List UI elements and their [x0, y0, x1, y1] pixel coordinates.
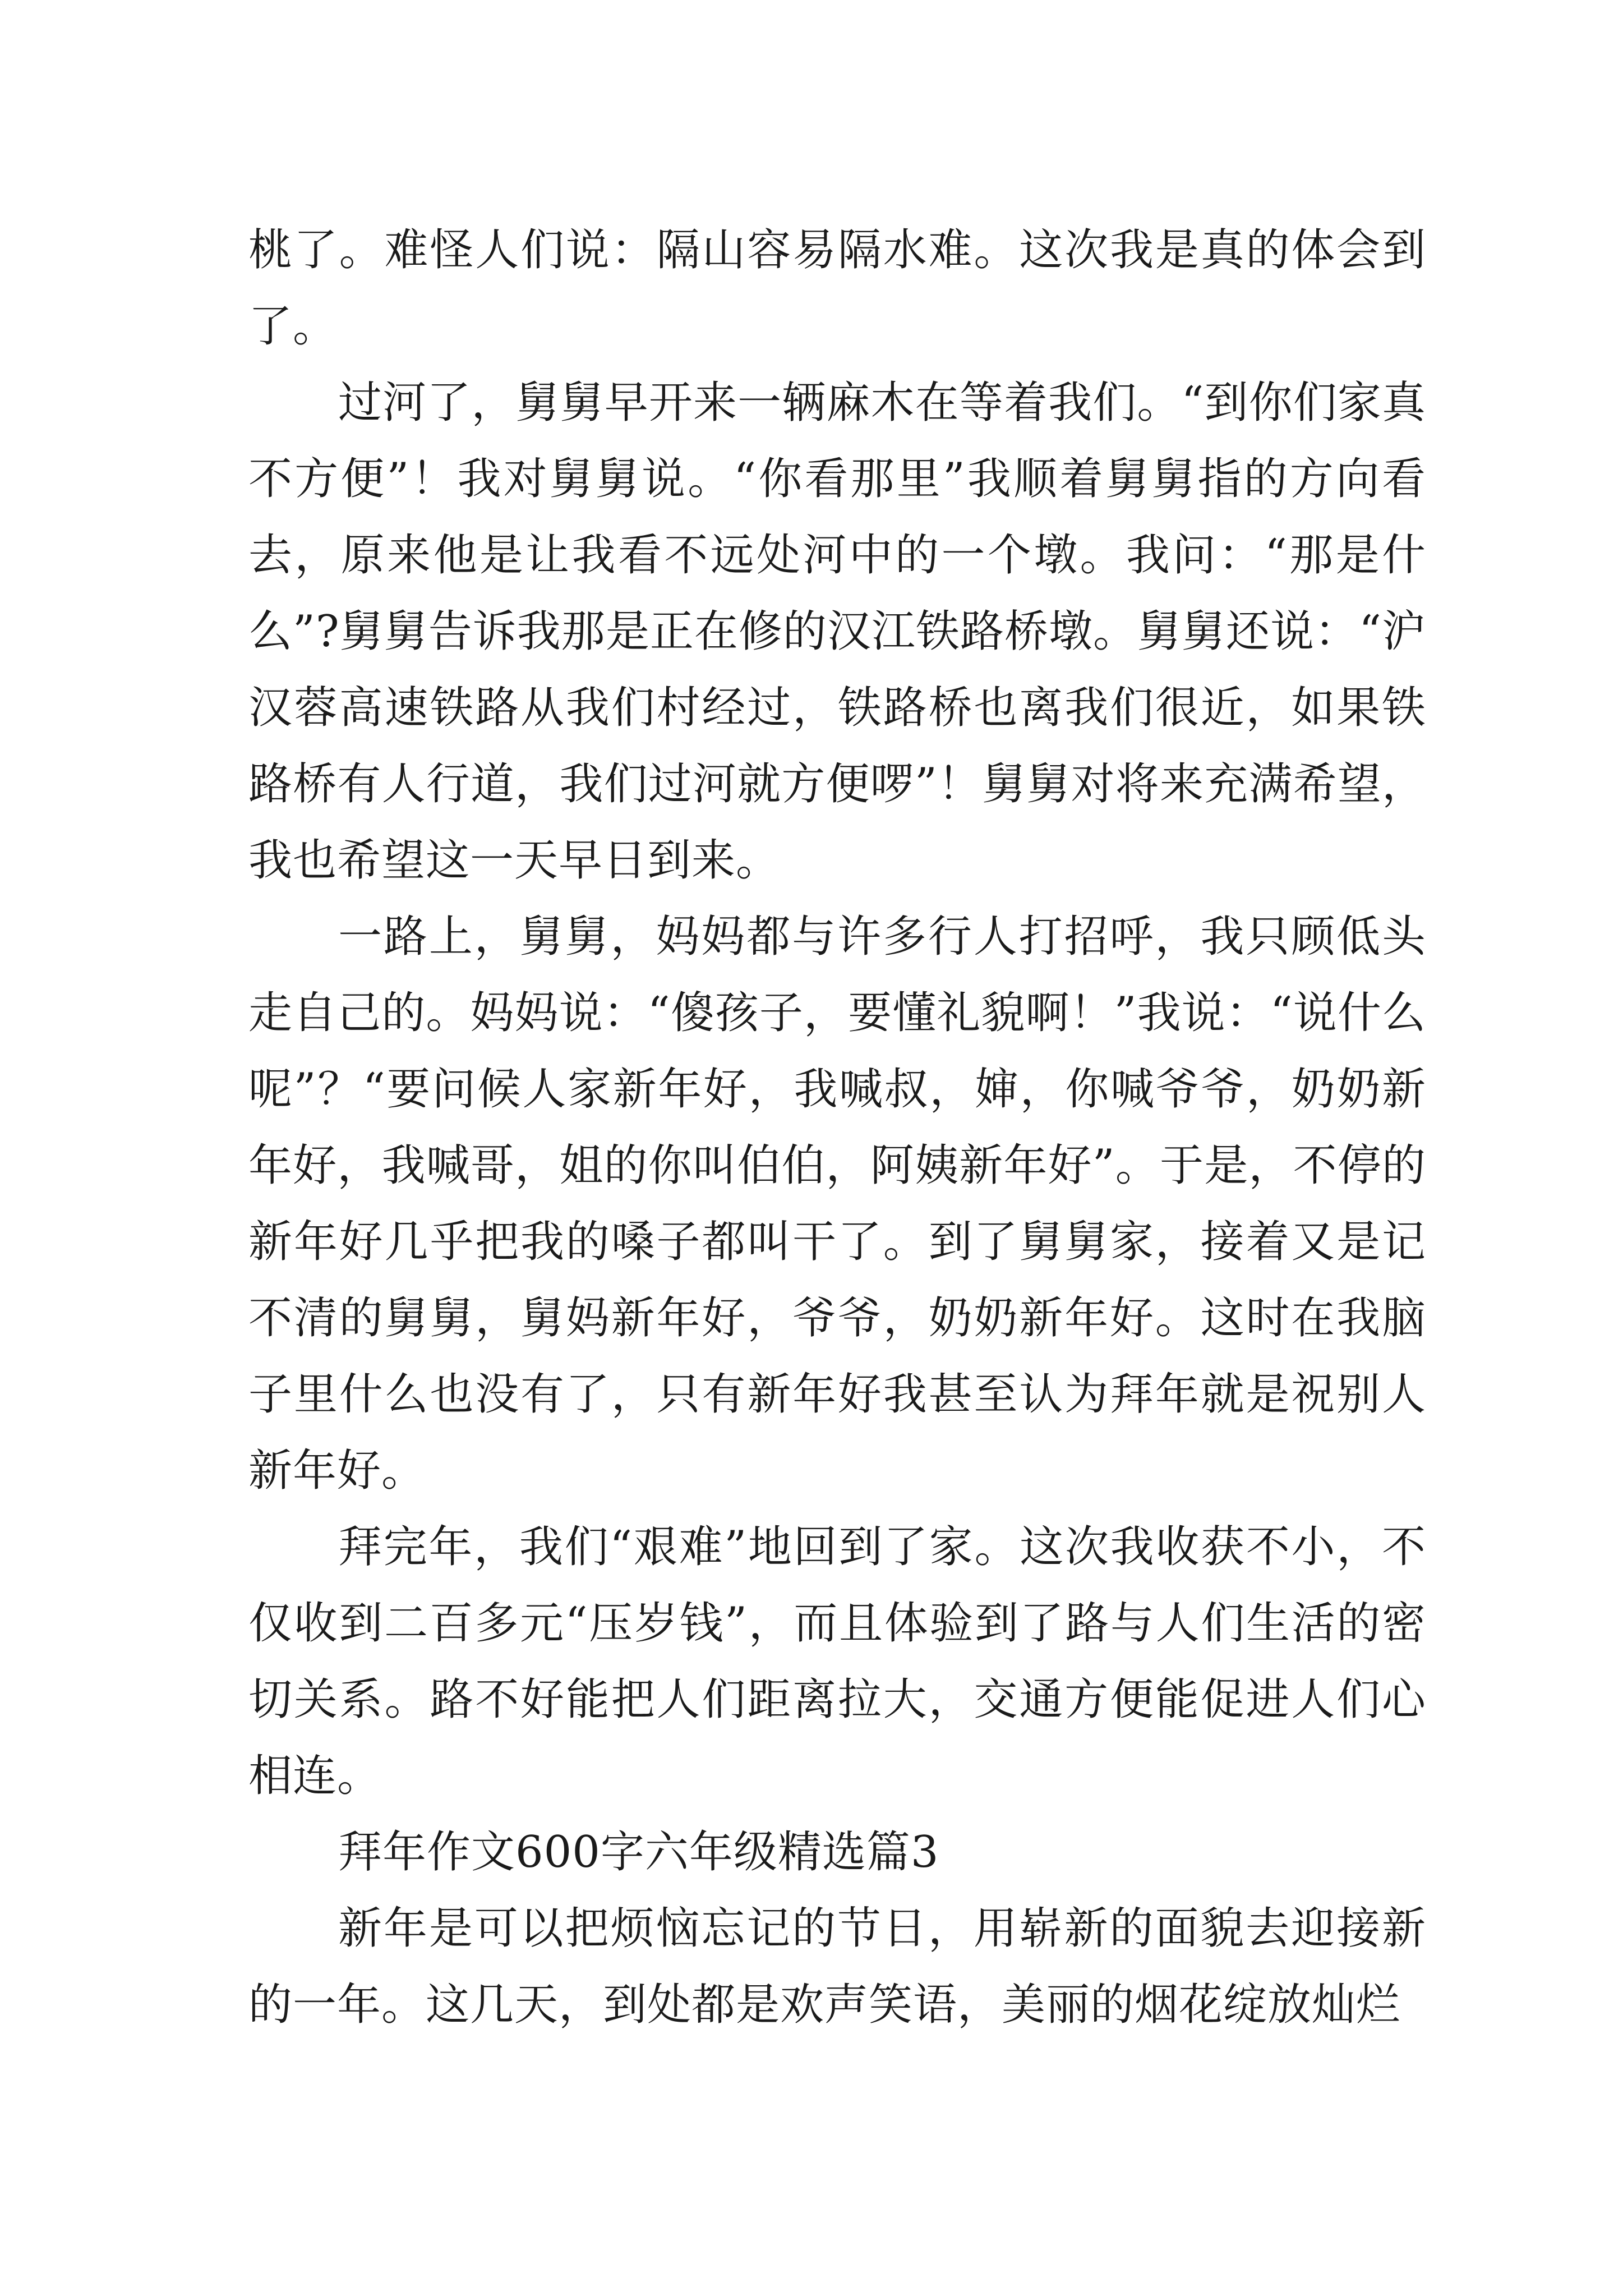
paragraph-return-home: 拜完年，我们“艰难”地回到了家。这次我收获不小，不仅收到二百多元“压岁钱”，而且体验到了路与人们生活的密切关系。路不好能把人们距离拉大，交通方便能促进人们心相连。	[248, 1522, 1426, 1801]
paragraph-river-crossing: 过河了，舅舅早开来一辆麻木在等着我们。“到你们家真不方便”！我对舅舅说。“你看那里”我顺着舅舅指的方向看去，原来他是让我看不远处河中的一个墩。我问：“那是什么”?舅舅告诉我那是正在修的汉江铁路桥墩。舅舅还说：“沪汉蓉高速铁路从我们村经过，铁路桥也离我们很近，如果铁路桥有人行道，我们过河就方便啰”！舅舅对将来充满希望，我也希望这一天早日到来。	[248, 378, 1426, 886]
paragraph-new-year: 新年是可以把烦恼忘记的节日，用崭新的面貌去迎接新的一年。这几天，到处都是欢声笑语，美丽的烟花绽放灿烂	[248, 1903, 1426, 2030]
paragraph-greetings: 一路上，舅舅，妈妈都与许多行人打招呼，我只顾低头走自己的。妈妈说：“傻孩子，要懂礼貌啊！”我说：“说什么呢”？“要问候人家新年好，我喊叔，婶，你喊爷爷，奶奶新年好，我喊哥，姐的你叫伯伯，阿姨新年好”。于是，不停的新年好几乎把我的嗓子都叫干了。到了舅舅家，接着又是记不清的舅舅，舅妈新年好，爷爷，奶奶新年好。这时在我脑子里什么也没有了，只有新年好我甚至认为拜年就是祝别人新年好。	[248, 912, 1426, 1496]
document-body	[248, 212, 1426, 2043]
section-heading: 拜年作文600字六年级精选篇3	[338, 1827, 939, 1878]
paragraph-continuation: 桃了。难怪人们说：隔山容易隔水难。这次我是真的体会到了。	[248, 225, 1426, 352]
